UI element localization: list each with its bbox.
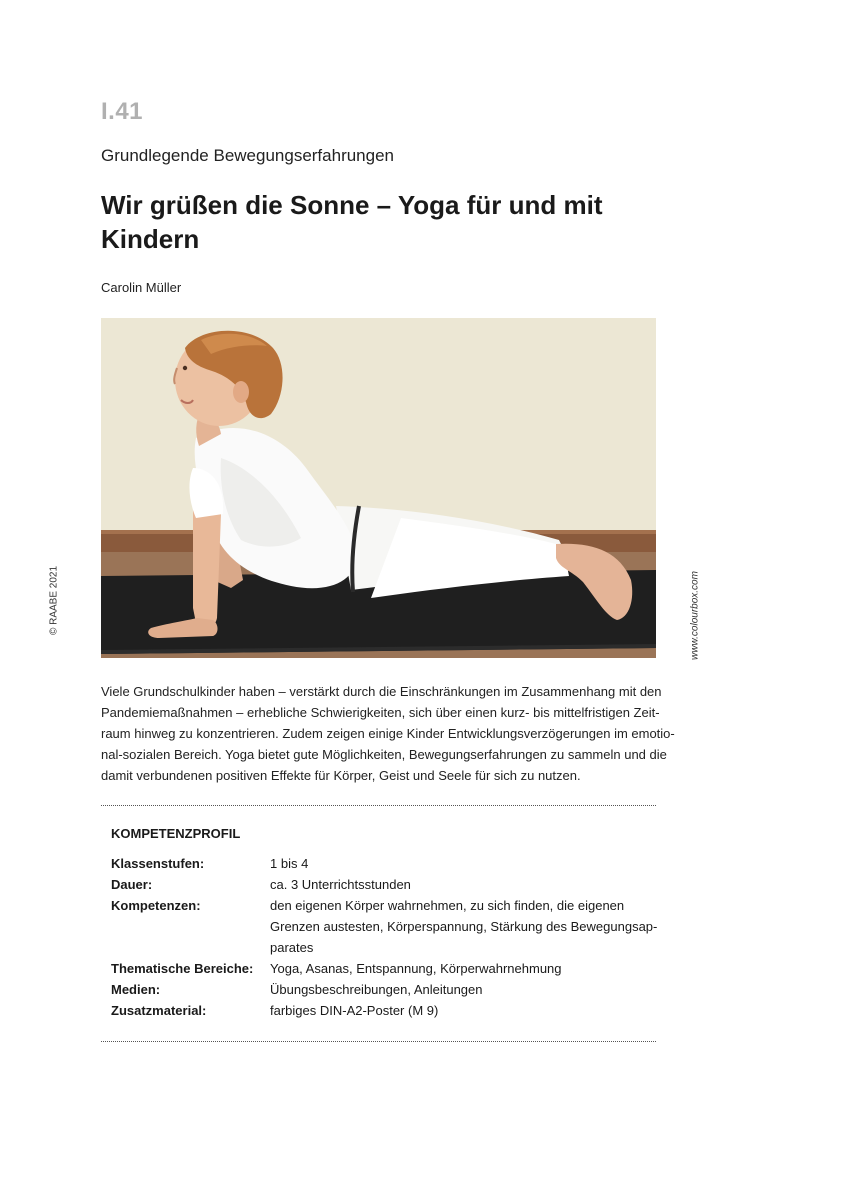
profile-value <box>270 958 650 979</box>
profile-value <box>270 895 658 958</box>
image-credit: www.colourbox.com <box>689 571 701 660</box>
intro-line: damit verbundenen positiven Effekte für Körper, Geist und Seele für sich zu nutzen. <box>101 768 581 783</box>
category-heading: Grundlegende Bewegungserfahrungen <box>101 146 395 165</box>
profile-value-line: farbiges DIN-A2-Poster (M 9) <box>270 1003 439 1018</box>
profile-row-duration <box>111 874 656 895</box>
profile-key: Thematische Bereiche: <box>111 961 254 976</box>
profile-row-extra-material <box>111 1000 656 1021</box>
profile-key: Kompetenzen: <box>111 898 201 913</box>
profile-key: Medien: <box>111 982 161 997</box>
profile-value <box>270 1000 650 1021</box>
profile-value-line: Grenzen austesten, Körperspannung, Stärkung des Bewegungsap- <box>270 919 658 934</box>
profile-value <box>270 874 650 895</box>
profile-value <box>270 853 650 874</box>
profile-value-line: Übungsbeschreibungen, Anleitungen <box>270 982 483 997</box>
title-line: Kindern <box>101 224 200 254</box>
profile-value-line: 1 bis 4 <box>270 856 309 871</box>
page-title <box>101 188 621 256</box>
title-line: Wir grüßen die Sonne – Yoga für und mit <box>101 190 603 220</box>
profile-value <box>270 979 650 1000</box>
profile-value-line: den eigenen Körper wahrnehmen, zu sich finden, die eigenen <box>270 898 625 913</box>
yoga-child-photo <box>101 318 656 658</box>
intro-line: Pandemiemaßnahmen – erhebliche Schwierigkeiten, sich über einen kurz- bis mittelfristigen Zeit- <box>101 705 660 720</box>
profile-row-topics <box>111 958 656 979</box>
dotted-divider-top <box>101 805 656 806</box>
profile-row-media <box>111 979 656 1000</box>
profile-value-line: Yoga, Asanas, Entspannung, Körperwahrnehmung <box>270 961 562 976</box>
author: Carolin Müller <box>101 280 182 295</box>
competence-profile-table <box>111 853 656 1021</box>
profile-row-competences <box>111 895 656 958</box>
profile-key: Dauer: <box>111 877 153 892</box>
profile-key: Zusatzmaterial: <box>111 1003 207 1018</box>
dotted-divider-bottom <box>101 1041 656 1042</box>
unit-code: I.41 <box>101 98 144 125</box>
copyright-notice: © RAABE 2021 <box>48 565 60 636</box>
intro-line: Viele Grundschulkinder haben – verstärkt durch die Einschränkungen im Zusammenhang mit den <box>101 684 662 699</box>
intro-paragraph <box>101 681 675 786</box>
profile-heading: KOMPETENZPROFIL <box>111 826 241 841</box>
intro-line: raum hinweg zu konzentrieren. Zudem zeigen einige Kinder Entwicklungsverzögerungen im emotio- <box>101 726 675 741</box>
profile-value-line: parates <box>270 940 314 955</box>
profile-value-line: ca. 3 Unterrichtsstunden <box>270 877 411 892</box>
intro-line: nal-sozialen Bereich. Yoga bietet gute Möglichkeiten, Bewegungserfahrungen zu sammeln und die <box>101 747 667 762</box>
profile-row-grades <box>111 853 656 874</box>
profile-key: Klassenstufen: <box>111 856 205 871</box>
